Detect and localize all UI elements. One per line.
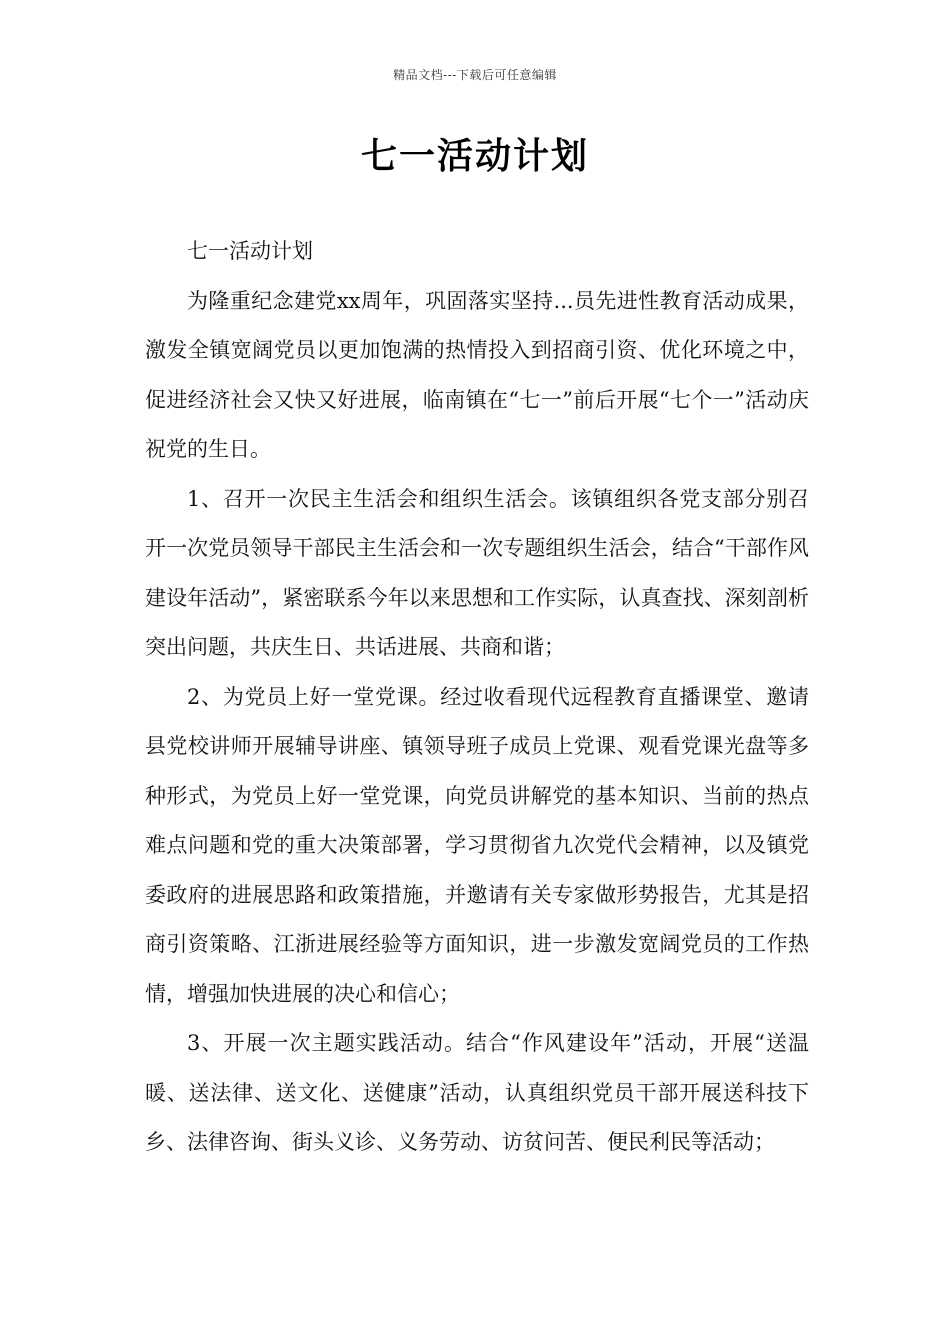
header-note: 精品文档---下载后可任意编辑 [393, 68, 557, 82]
item-1-paragraph: 1、召开一次民主生活会和组织生活会。该镇组织各党支部分别召开一次党员领导干部民主生活会和一次专题组织生活会，结合“干部作风建设年活动”，紧密联系今年以来思想和工作实际，认真查找、深刻剖析突出问题，共庆生日、共话进展、共商和谐； [145, 486, 809, 659]
document-body [145, 227, 809, 1168]
item-3-paragraph: 3、开展一次主题实践活动。结合“作风建设年”活动，开展“送温暖、送法律、送文化、送健康”活动，认真组织党员干部开展送科技下乡、法律咨询、街头义诊、义务劳动、访贫问苦、便民利民等活动； [145, 1031, 809, 1154]
subtitle-paragraph: 七一活动计划 [187, 239, 313, 263]
item-2-paragraph: 2、为党员上好一堂党课。经过收看现代远程教育直播课堂、邀请县党校讲师开展辅导讲座、镇领导班子成员上党课、观看党课光盘等多种形式，为党员上好一堂党课，向党员讲解党的基本知识、当前的热点难点问题和党的重大决策部署，学习贯彻省九次党代会精神，以及镇党委政府的进展思路和政策措施，并邀请有关专家做形势报告，尤其是招商引资策略、江浙进展经验等方面知识，进一步激发宽阔党员的工作热情，增强加快进展的决心和信心； [145, 684, 809, 1006]
intro-paragraph: 为隆重纪念建党xx周年，巩固落实坚持...员先进性教育活动成果，激发全镇宽阔党员以更加饱满的热情投入到招商引资、优化环境之中，促进经济社会又快又好进展，临南镇在“七一”前后开展“七个一”活动庆祝党的生日。 [145, 288, 809, 461]
document-title: 七一活动计划 [360, 136, 589, 177]
